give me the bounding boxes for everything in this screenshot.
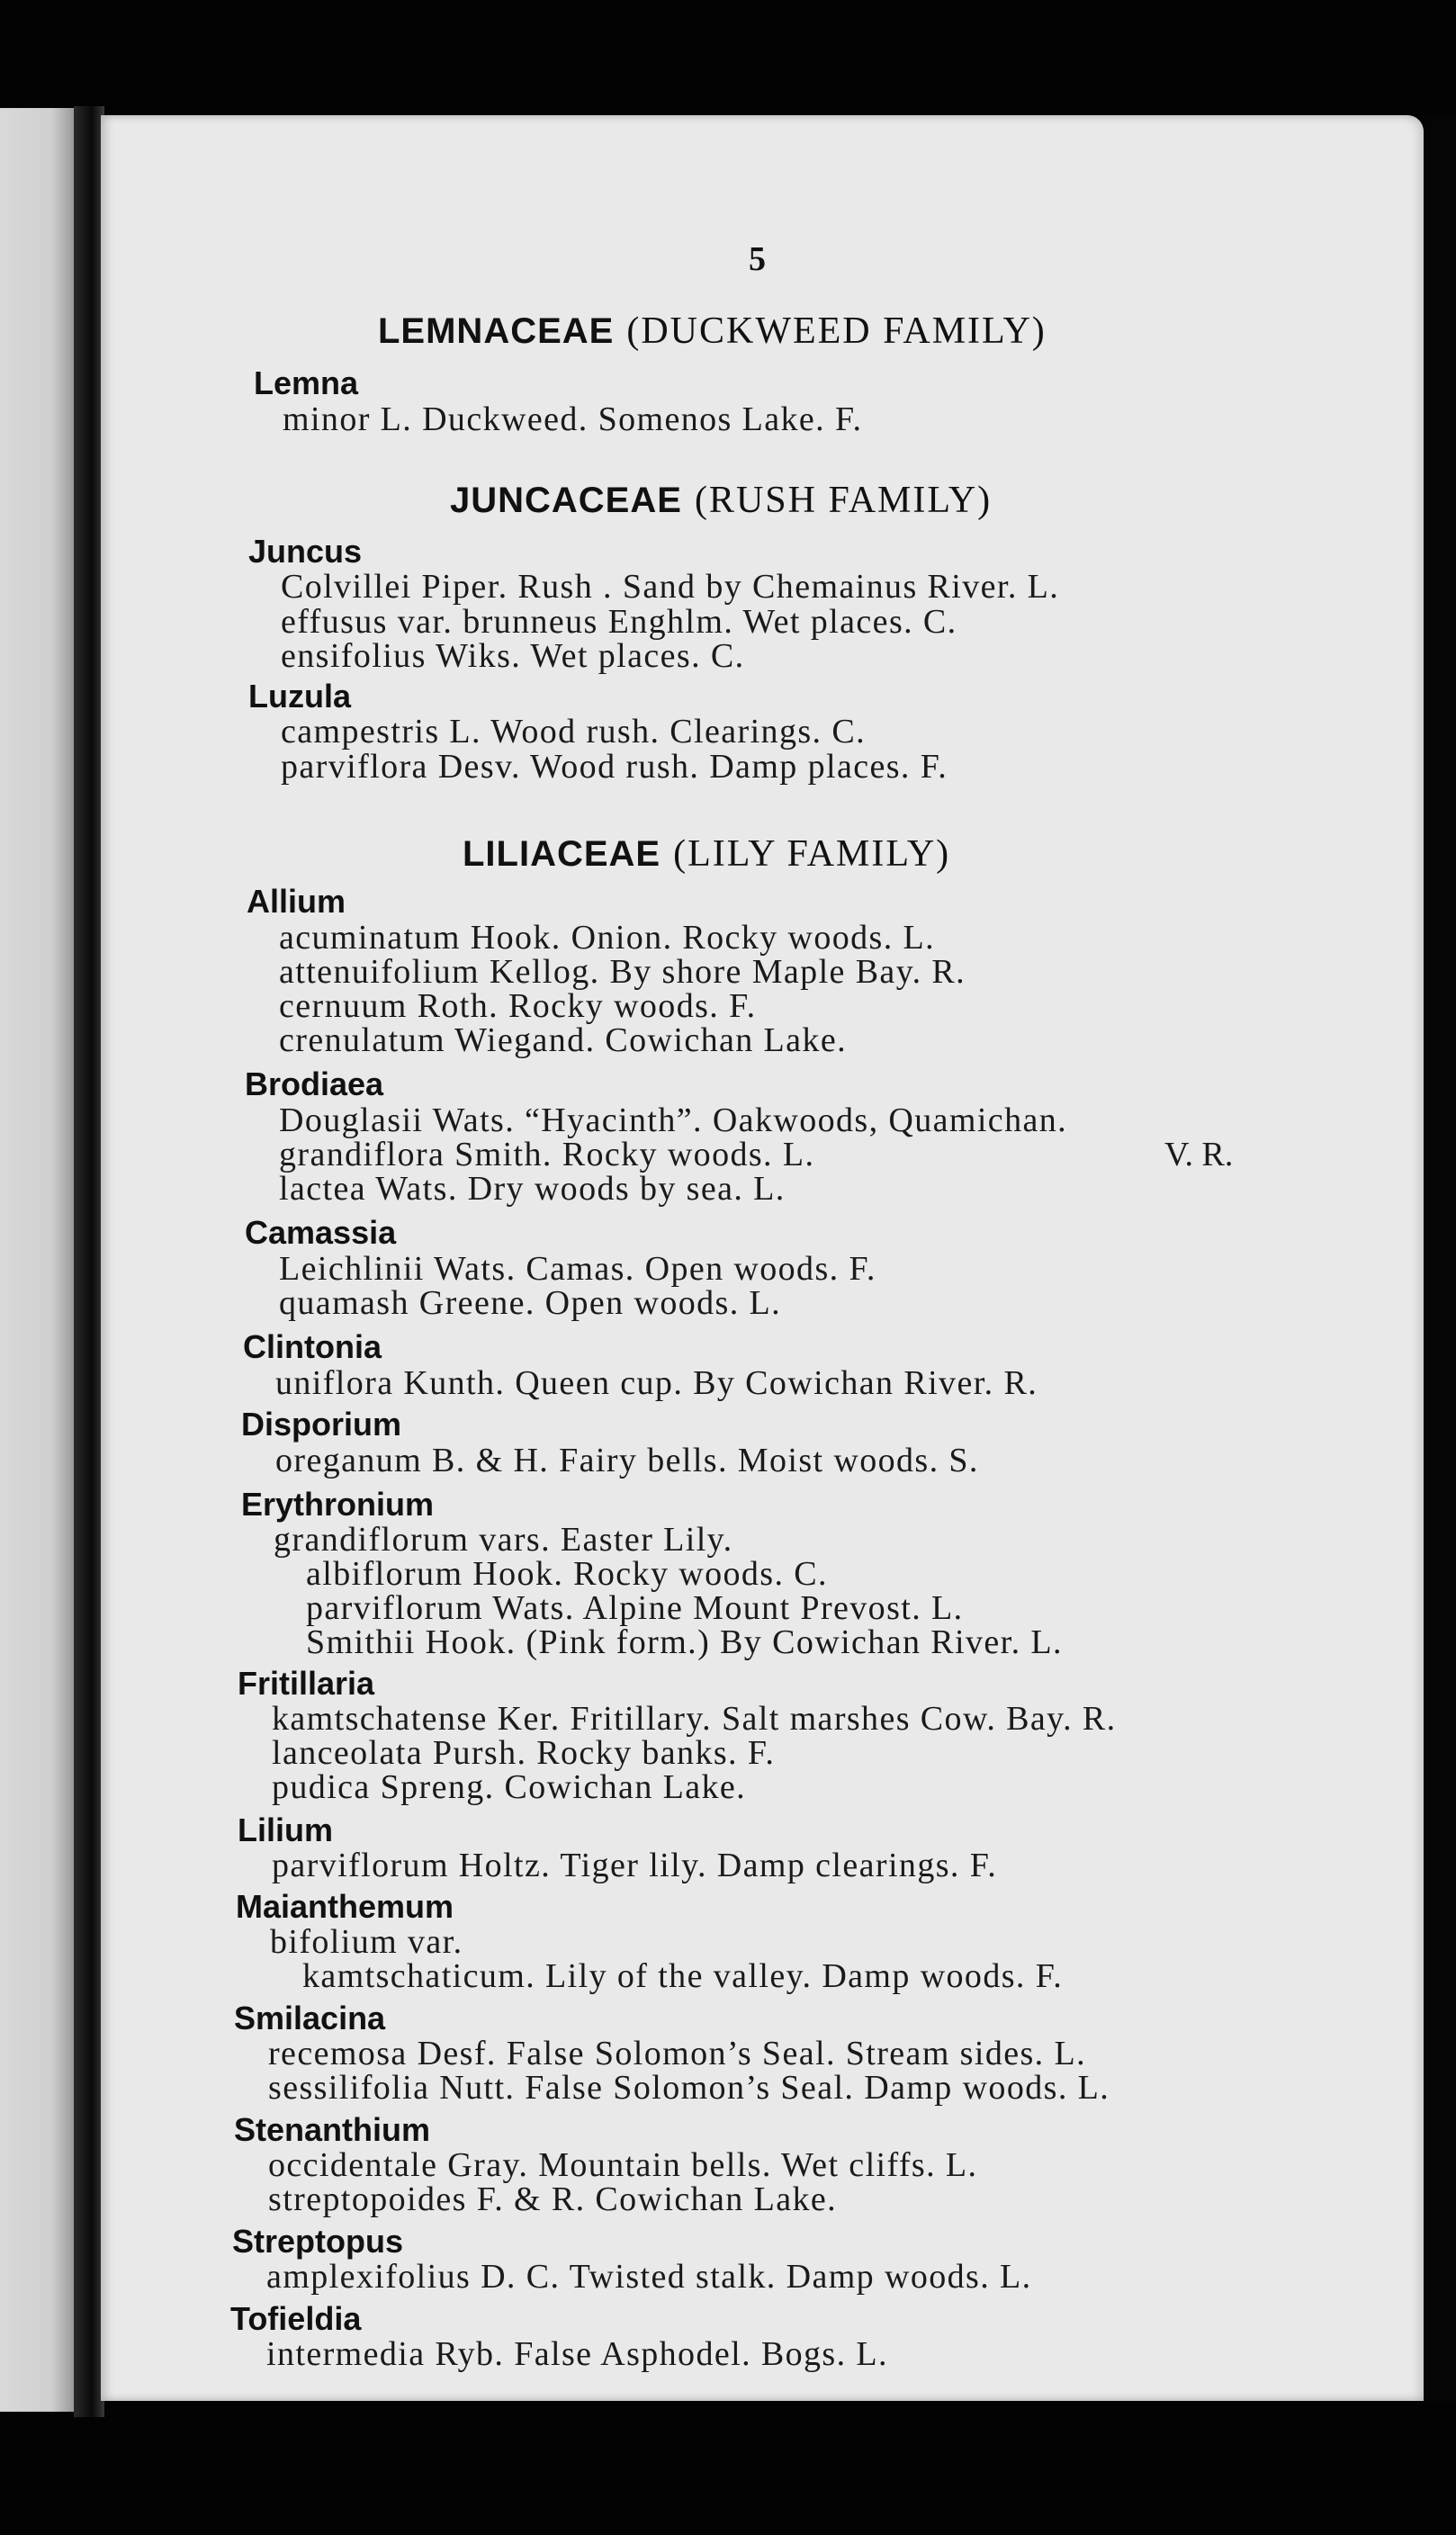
species-entry: bifolium var. <box>270 1923 463 1961</box>
species-entry: parviflorum Holtz. Tiger lily. Damp clearings. F. <box>272 1847 998 1884</box>
species-entry: occidentale Gray. Mountain bells. Wet cliffs. L. <box>268 2146 978 2184</box>
species-entry: grandiflorum vars. Easter Lily. <box>274 1521 733 1559</box>
species-entry: grandiflora Smith. Rocky woods. L. <box>279 1136 815 1173</box>
species-entry: pudica Spreng. Cowichan Lake. <box>272 1768 747 1806</box>
species-entry: attenuifolium Kellog. By shore Maple Bay. R. <box>279 953 966 991</box>
genus-smilacina: Smilacina <box>234 2000 386 2036</box>
genus-fritillaria: Fritillaria <box>238 1665 375 1702</box>
species-entry: sessilifolia Nutt. False Solomon’s Seal. Damp woods. L. <box>268 2069 1110 2107</box>
species-entry: recemosa Desf. False Solomon’s Seal. Stream sides. L. <box>268 2035 1086 2072</box>
rarity-code: V. R. <box>1164 1136 1234 1173</box>
species-entry: streptopoides F. & R. Cowichan Lake. <box>268 2180 838 2218</box>
family-latin-name: LEMNACEAE <box>378 311 615 351</box>
species-entry: acuminatum Hook. Onion. Rocky woods. L. <box>279 919 936 957</box>
family-heading-liliaceae <box>463 832 950 876</box>
species-entry: minor L. Duckweed. Somenos Lake. F. <box>283 400 863 438</box>
genus-brodiaea: Brodiaea <box>245 1065 384 1102</box>
page-number: 5 <box>749 240 766 278</box>
species-entry: Colvillei Piper. Rush . Sand by Chemainus River. L. <box>281 568 1060 606</box>
species-entry: oreganum B. & H. Fairy bells. Moist woods. S. <box>275 1442 979 1479</box>
genus-erythronium: Erythronium <box>241 1486 435 1523</box>
species-entry: lactea Wats. Dry woods by sea. L. <box>279 1170 786 1208</box>
family-latin-name: JUNCACEAE <box>450 481 682 520</box>
genus-camassia: Camassia <box>245 1214 397 1251</box>
species-entry: ensifolius Wiks. Wet places. C. <box>281 637 745 675</box>
species-entry: Douglasii Wats. “Hyacinth”. Oakwoods, Quamichan. <box>279 1101 1068 1139</box>
family-common-name: (LILY FAMILY) <box>673 833 951 875</box>
species-entry: albiflorum Hook. Rocky woods. C. <box>306 1555 828 1593</box>
species-entry: crenulatum Wiegand. Cowichan Lake. <box>279 1021 847 1059</box>
species-entry: Leichlinii Wats. Camas. Open woods. F. <box>279 1250 876 1288</box>
species-entry: amplexifolius D. C. Twisted stalk. Damp woods. L. <box>266 2258 1032 2296</box>
species-entry: uniflora Kunth. Queen cup. By Cowichan River. R. <box>275 1364 1038 1402</box>
species-entry: lanceolata Pursh. Rocky banks. F. <box>272 1734 776 1772</box>
family-common-name: (RUSH FAMILY) <box>694 480 993 521</box>
family-heading-lemnaceae <box>378 310 1047 353</box>
genus-tofieldia: Tofieldia <box>230 2300 362 2337</box>
genus-clintonia: Clintonia <box>243 1328 382 1365</box>
genus-disporium: Disporium <box>241 1406 402 1443</box>
genus-juncus: Juncus <box>248 533 363 570</box>
species-entry: campestris L. Wood rush. Clearings. C. <box>281 713 866 751</box>
species-entry: parviflorum Wats. Alpine Mount Prevost. L. <box>306 1589 964 1627</box>
book-spine <box>74 106 104 2417</box>
species-entry: kamtschatense Ker. Fritillary. Salt marshes Cow. Bay. R. <box>272 1700 1117 1738</box>
species-entry: effusus var. brunneus Enghlm. Wet places. C. <box>281 603 957 641</box>
genus-lilium: Lilium <box>238 1811 333 1848</box>
genus-streptopus: Streptopus <box>232 2223 404 2260</box>
species-entry: cernuum Roth. Rocky woods. F. <box>279 987 757 1025</box>
family-latin-name: LILIACEAE <box>463 834 661 874</box>
species-entry: kamtschaticum. Lily of the valley. Damp woods. F. <box>302 1957 1064 1995</box>
family-common-name: (DUCKWEED FAMILY) <box>626 310 1047 352</box>
genus-maianthemum: Maianthemum <box>236 1888 454 1925</box>
left-page-edge <box>0 108 74 2412</box>
family-heading-juncaceae <box>450 479 992 522</box>
genus-lemna: Lemna <box>254 364 359 401</box>
species-entry: quamash Greene. Open woods. L. <box>279 1284 782 1322</box>
genus-stenanthium: Stenanthium <box>234 2111 431 2148</box>
species-entry: Smithii Hook. (Pink form.) By Cowichan River. L. <box>306 1623 1063 1661</box>
genus-luzula: Luzula <box>248 678 351 715</box>
species-entry: parviflora Desv. Wood rush. Damp places. F. <box>281 748 948 786</box>
right-page-shadow <box>1424 117 1456 2403</box>
species-entry: intermedia Ryb. False Asphodel. Bogs. L. <box>266 2335 888 2373</box>
genus-allium: Allium <box>247 883 346 920</box>
